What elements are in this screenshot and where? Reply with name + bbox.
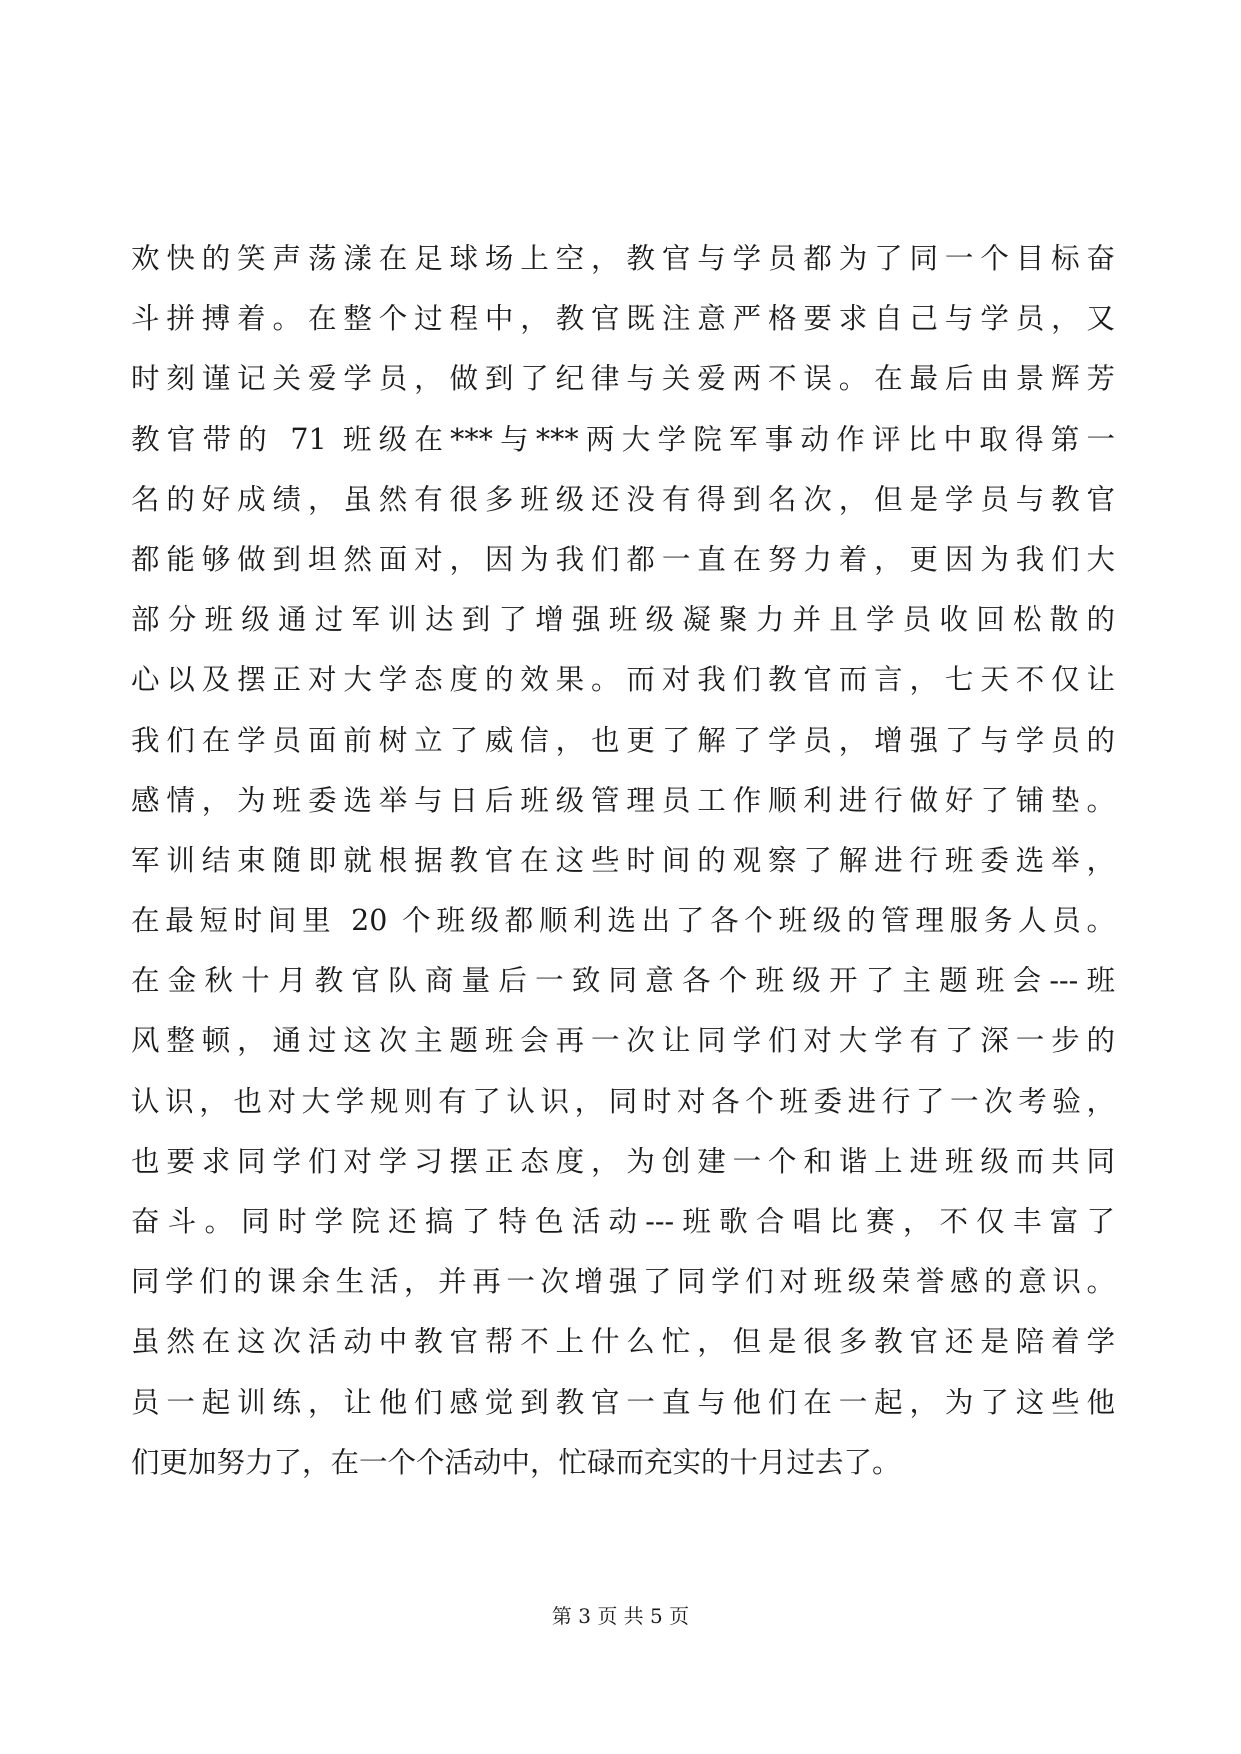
text-line: 军训结束随即就根据教官在这些时间的观察了解进行班委选举，: [131, 843, 1115, 877]
body-paragraph: [131, 229, 1115, 1493]
text-line: 员一起训练，让他们感觉到教官一直与他们在一起，为了这些他: [131, 1385, 1115, 1419]
text-line: 部分班级通过军训达到了增强班级凝聚力并且学员收回松散的: [131, 603, 1115, 637]
text-line: 同学们的课余生活，并再一次增强了同学们对班级荣誉感的意识。: [131, 1265, 1115, 1299]
text-line: 奋斗。同时学院还搞了特色活动---班歌合唱比赛，不仅丰富了: [131, 1205, 1115, 1238]
text-line: 在金秋十月教官队商量后一致同意各个班级开了主题班会---班: [131, 964, 1115, 998]
text-line: 也要求同学们对学习摆正态度，为创建一个和谐上进班级而共同: [131, 1144, 1115, 1178]
text-line: 们更加努力了，在一个个活动中，忙碌而充实的十月过去了。: [131, 1445, 901, 1479]
page-number-footer: 第 3 页 共 5 页: [551, 1604, 690, 1628]
text-line: 欢快的笑声荡漾在足球场上空，教官与学员都为了同一个目标奋: [131, 242, 1115, 275]
text-line: 感情，为班委选举与日后班级管理员工作顺利进行做好了铺垫。: [131, 783, 1115, 817]
text-line: 教官带的 71 班级在***与***两大学院军事动作评比中取得第一: [131, 422, 1115, 456]
text-line: 我们在学员面前树立了威信，也更了解了学员，增强了与学员的: [131, 723, 1115, 757]
text-line: 都能够做到坦然面对，因为我们都一直在努力着，更因为我们大: [131, 542, 1115, 576]
text-line: 在最短时间里 20 个班级都顺利选出了各个班级的管理服务人员。: [131, 904, 1115, 938]
text-line: 心以及摆正对大学态度的效果。而对我们教官而言，七天不仅让: [131, 663, 1115, 697]
text-line: 名的好成绩，虽然有很多班级还没有得到名次，但是学员与教官: [131, 482, 1115, 516]
text-line: 斗拼搏着。在整个过程中，教官既注意严格要求自己与学员，又: [131, 302, 1115, 336]
text-line: 时刻谨记关爱学员，做到了纪律与关爱两不误。在最后由景辉芳: [131, 362, 1115, 396]
text-line: 虽然在这次活动中教官帮不上什么忙，但是很多教官还是陪着学: [131, 1325, 1115, 1359]
text-line: 风整顿，通过这次主题班会再一次让同学们对大学有了深一步的: [131, 1024, 1115, 1058]
text-line: 认识，也对大学规则有了认识，同时对各个班委进行了一次考验，: [131, 1084, 1115, 1118]
